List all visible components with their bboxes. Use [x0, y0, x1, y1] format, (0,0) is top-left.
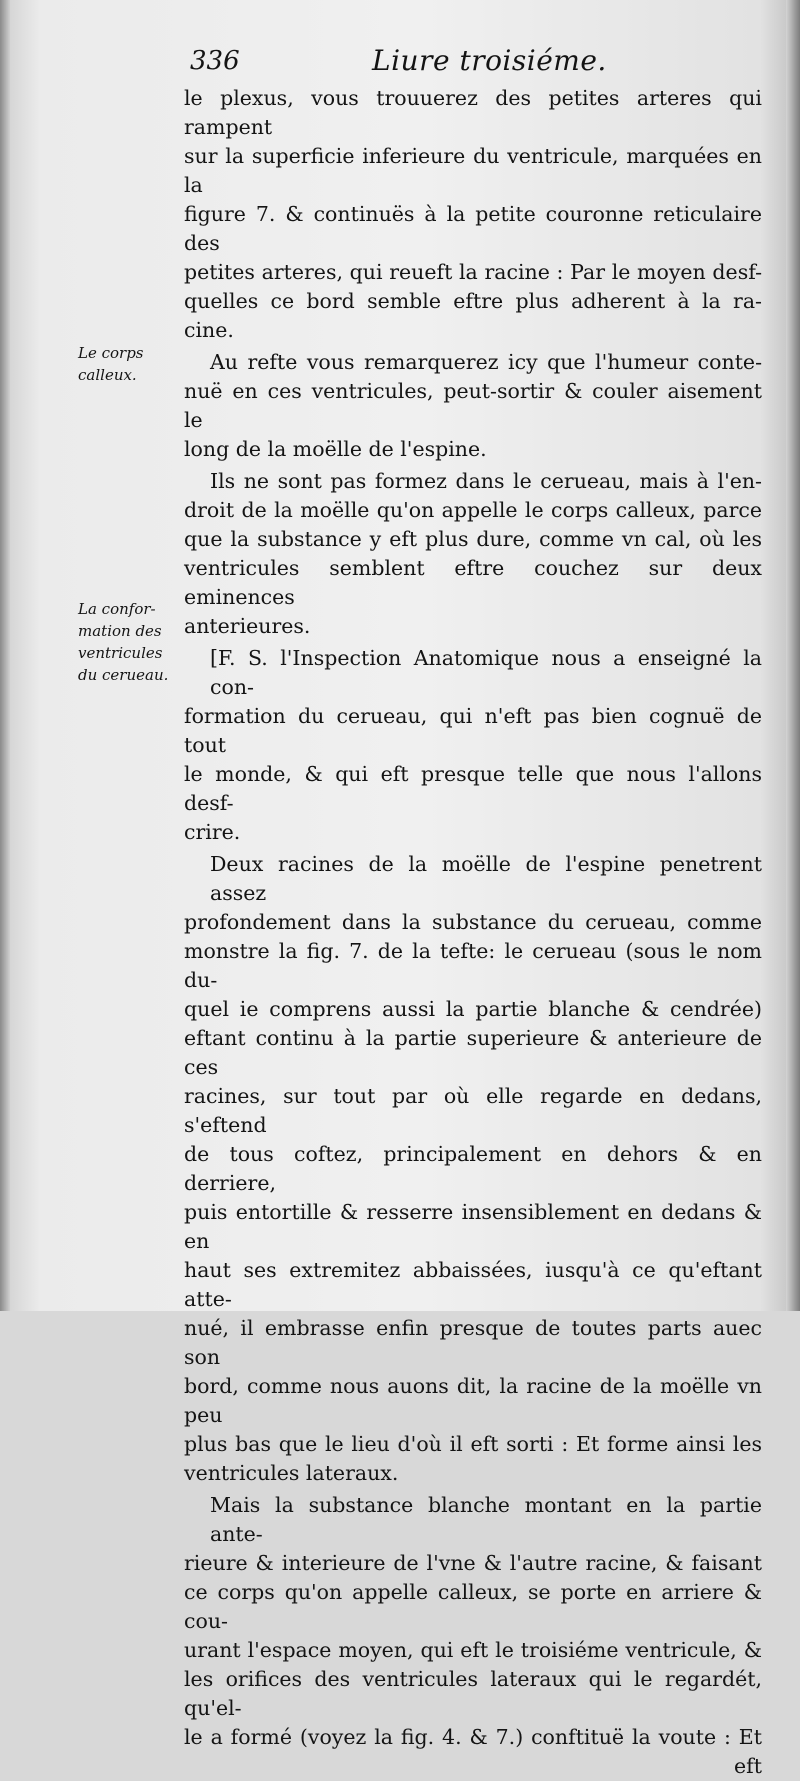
- margin-note-corps-calleux: [78, 342, 144, 386]
- margin-note-conformation: [78, 598, 168, 686]
- text-line: racines, sur tout par où elle regarde en dedans, s'eftend: [184, 1084, 762, 1137]
- text-line: de tous coftez, principalement en dehors & en derriere,: [184, 1142, 762, 1195]
- paragraph: [184, 348, 762, 464]
- text-line: ventricules lateraux.: [184, 1461, 399, 1485]
- text-line: quel ie comprens aussi la partie blanche & cendrée): [184, 997, 762, 1021]
- text-line: petites arteres, qui reueft la racine : Par le moyen desf-: [184, 260, 762, 284]
- text-line: haut ses extremitez abbaissées, iusqu'à ce qu'eftant atte-: [184, 1258, 762, 1311]
- text-line: que la substance y eft plus dure, comme vn cal, où les: [184, 527, 762, 551]
- text-line: formation du cerueau, qui n'eft pas bien cognuë de tout: [184, 704, 762, 757]
- text-line: droit de la moëlle qu'on appelle le corps calleux, parce: [184, 498, 762, 522]
- text-line: monstre la fig. 7. de la tefte: le cerueau (sous le nom du-: [184, 939, 762, 992]
- margin-note-line: calleux.: [78, 366, 137, 384]
- text-line: eftant continu à la partie superieure & anterieure de ces: [184, 1026, 762, 1079]
- margin-note-line: La confor-: [78, 600, 156, 618]
- text-line: le a formé (voyez la fig. 4. & 7.) conftituë la voute : Et: [184, 1725, 762, 1749]
- text-line: Mais la substance blanche montant en la partie ante-: [210, 1493, 762, 1546]
- text-line: les orifices des ventricules lateraux qui le regardét, qu'el-: [184, 1667, 762, 1720]
- paragraph: [184, 644, 762, 847]
- margin-note-line: mation des: [78, 622, 162, 640]
- text-line: [F. S. l'Inspection Anatomique nous a enseigné la con-: [210, 646, 762, 699]
- page-body-text: [184, 84, 762, 1781]
- page-number: 336: [190, 46, 240, 76]
- text-line: Ils ne sont pas formez dans le cerueau, mais à l'en-: [210, 469, 762, 493]
- margin-note-line: ventricules: [78, 644, 163, 662]
- text-line: urant l'espace moyen, qui eft le troisiéme ventricule, &: [184, 1638, 762, 1662]
- page-header: [0, 44, 800, 84]
- paragraph: [184, 467, 762, 641]
- margin-note-line: du cerueau.: [78, 666, 169, 684]
- text-line: ce corps qu'on appelle calleux, se porte en arriere & cou-: [184, 1580, 762, 1633]
- text-line: sur la superficie inferieure du ventricule, marquées en la: [184, 144, 762, 197]
- margin-note-line: Le corps: [78, 344, 144, 362]
- text-line: bord, comme nous auons dit, la racine de la moëlle vn peu: [184, 1374, 762, 1427]
- text-line: figure 7. & continuës à la petite couronne reticulaire des: [184, 202, 762, 255]
- text-line: rieure & interieure de l'vne & l'autre racine, & faisant: [184, 1551, 762, 1575]
- page-right-edge-shadow: [786, 0, 800, 1311]
- catchword: eft: [734, 1754, 762, 1778]
- text-line: ventricules semblent eftre couchez sur deux eminences: [184, 556, 762, 609]
- text-line: cine.: [184, 318, 234, 342]
- text-line: nué, il embrasse enfin presque de toutes parts auec son: [184, 1316, 762, 1369]
- text-line: le monde, & qui eft presque telle que nous l'allons desf-: [184, 762, 762, 815]
- text-line: puis entortille & resserre insensiblement en dedans & en: [184, 1200, 762, 1253]
- running-title: Liure troisiéme.: [372, 44, 607, 77]
- text-line: nuë en ces ventricules, peut-sortir & couler aisement le: [184, 379, 762, 432]
- text-line: long de la moëlle de l'espine.: [184, 437, 487, 461]
- text-line: Deux racines de la moëlle de l'espine penetrent assez: [210, 852, 762, 905]
- text-line: profondement dans la substance du cerueau, comme: [184, 910, 762, 934]
- text-line: plus bas que le lieu d'où il eft sorti : Et forme ainsi les: [184, 1432, 762, 1456]
- page-left-edge-shadow: [0, 0, 10, 1311]
- text-line: anterieures.: [184, 614, 311, 638]
- text-line: Au refte vous remarquerez icy que l'humeur conte-: [210, 350, 762, 374]
- paragraph: [184, 850, 762, 1488]
- paragraph: [184, 1491, 762, 1781]
- paragraph: [184, 84, 762, 345]
- text-line: crire.: [184, 820, 241, 844]
- text-line: quelles ce bord semble eftre plus adherent à la ra-: [184, 289, 762, 313]
- text-line: le plexus, vous trouuerez des petites arteres qui rampent: [184, 86, 762, 139]
